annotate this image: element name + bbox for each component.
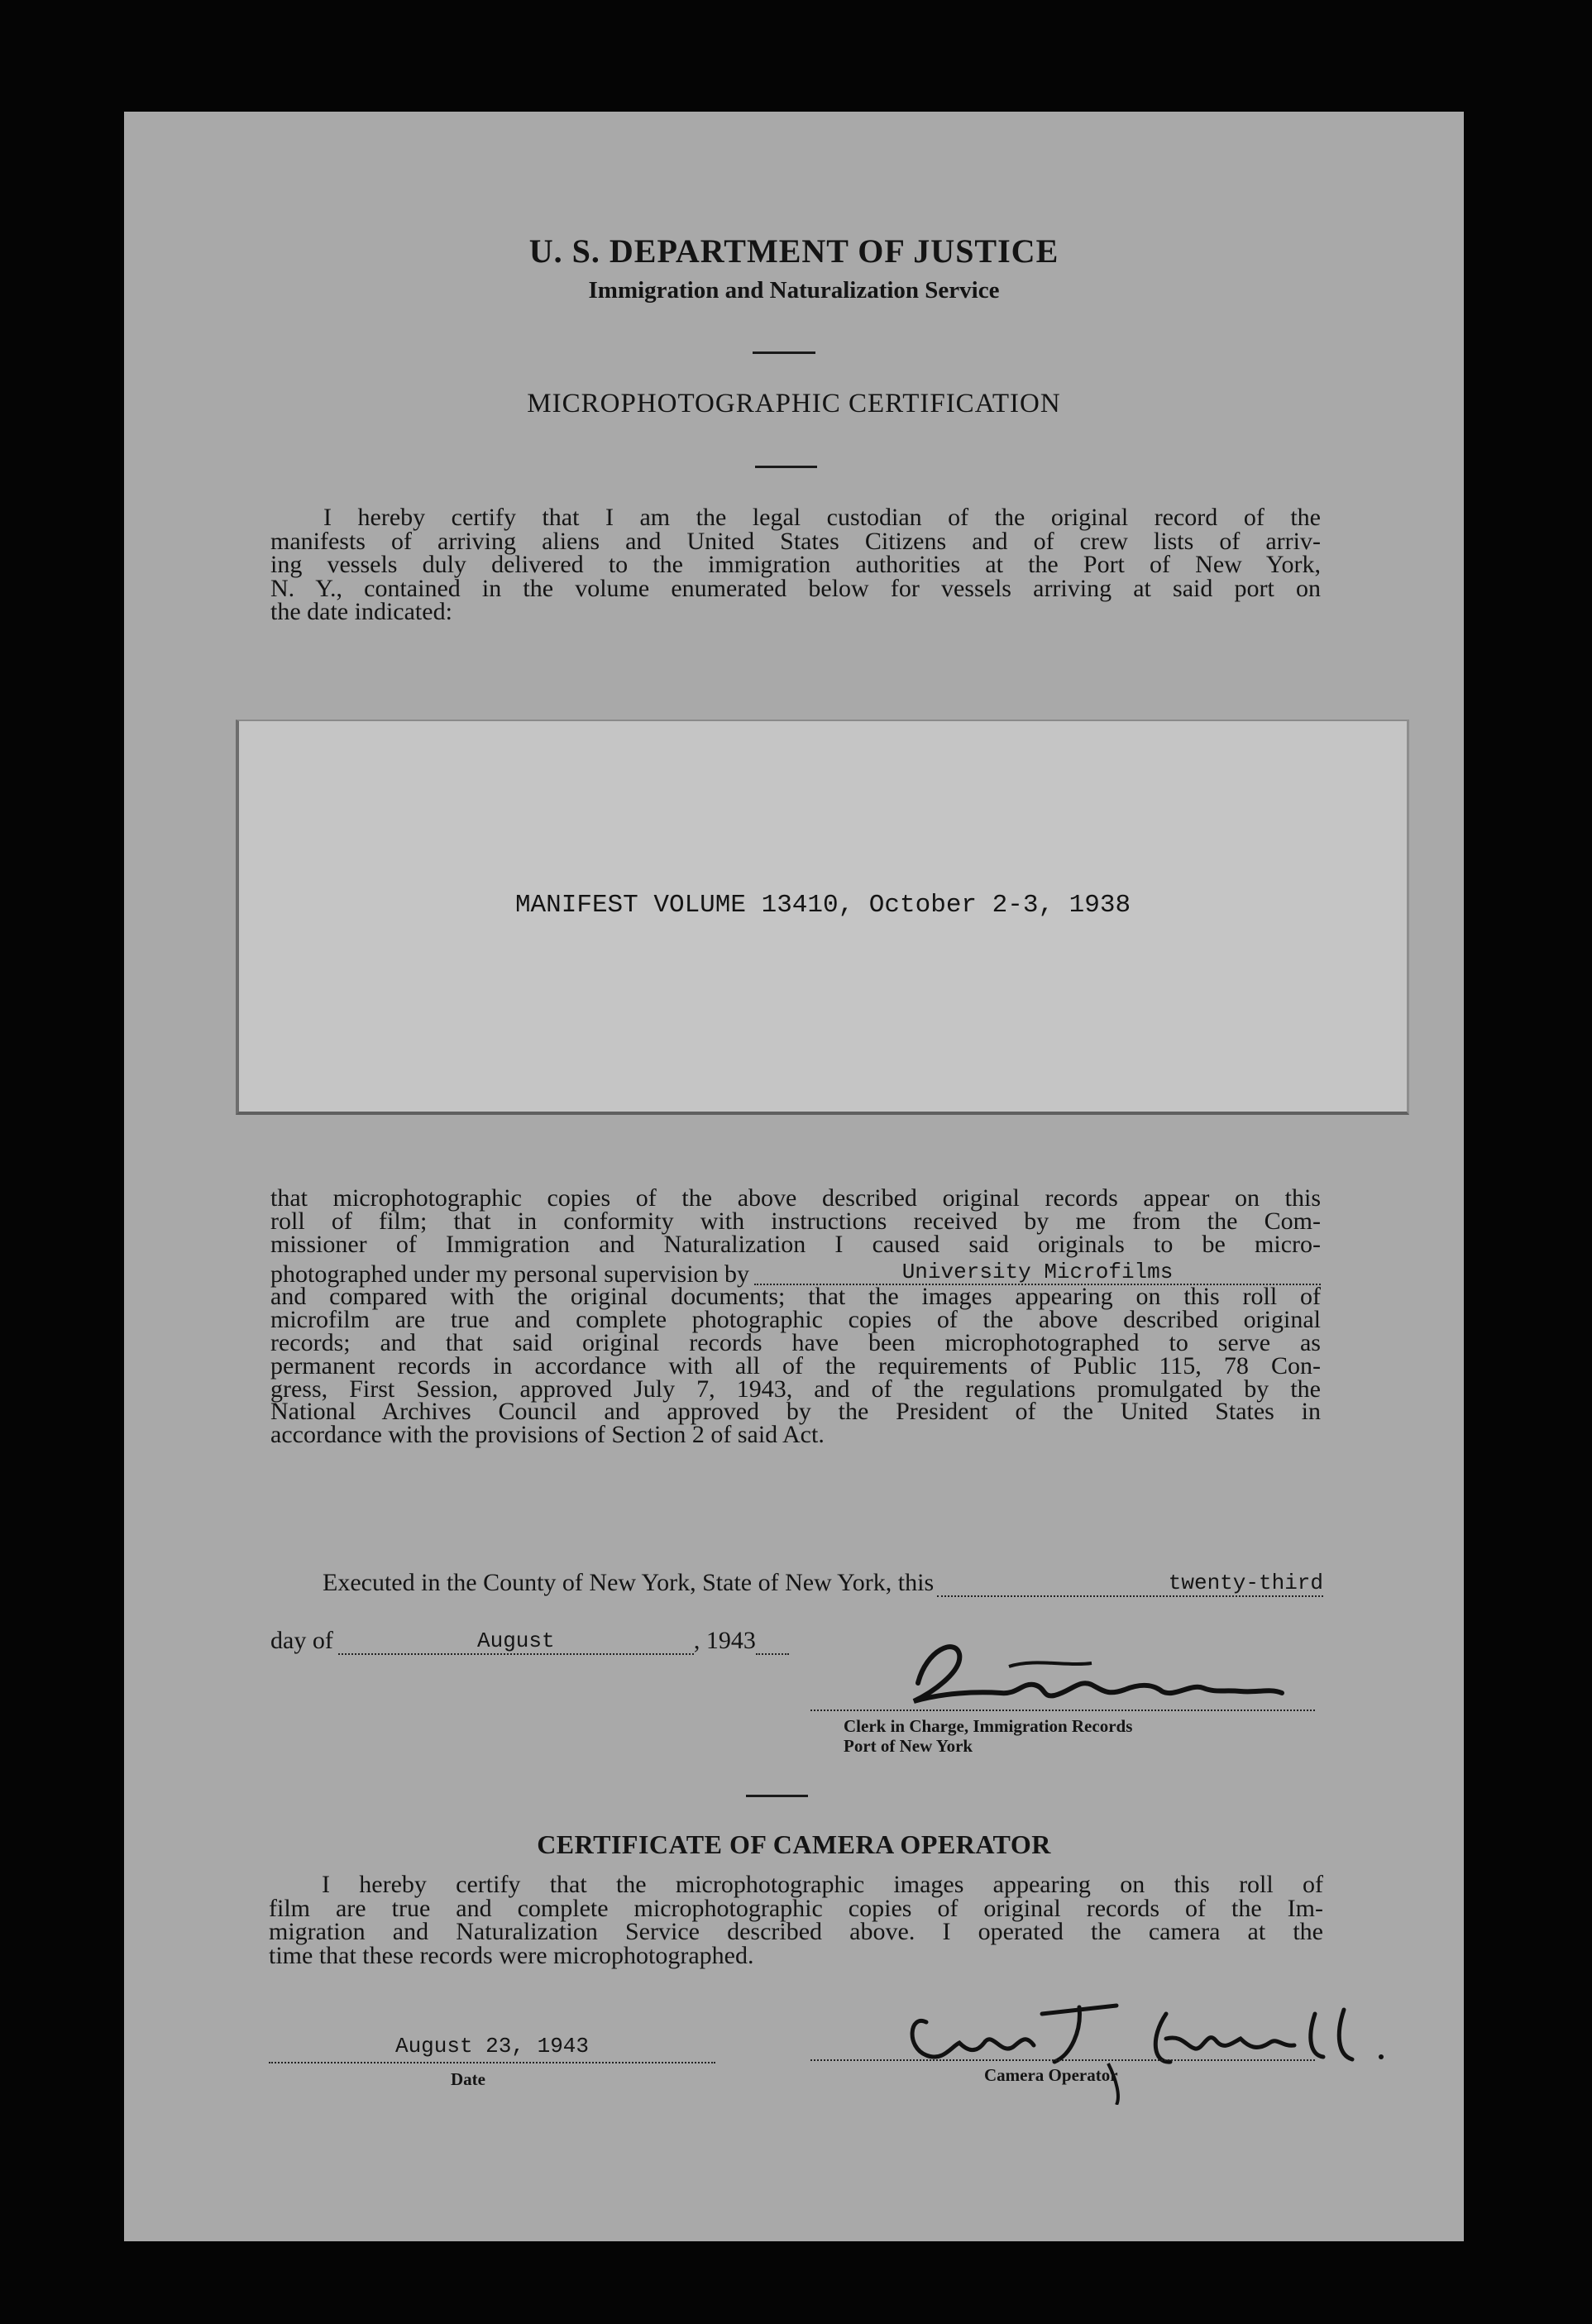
day-of-label: day of <box>270 1627 333 1654</box>
executed-day: twenty-third <box>1168 1571 1323 1595</box>
month-value: August <box>477 1628 555 1653</box>
title-divider <box>755 466 817 468</box>
camera-operator-title: CERTIFICATE OF CAMERA OPERATOR <box>537 1829 1051 1859</box>
camera-date-label: Date <box>451 2069 485 2089</box>
body-line: that microphotographic copies of the above described original records appear on this <box>270 1184 1321 1212</box>
supervision-prefix: photographed under my personal supervision by <box>270 1260 750 1288</box>
supervisor-field <box>754 1259 1321 1286</box>
department-heading: U. S. DEPARTMENT OF JUSTICE <box>528 232 1059 270</box>
executed-line <box>323 1567 1323 1597</box>
camera-operator-label: Camera Operator <box>984 2065 1118 2085</box>
camera-line: time that these records were microphotographed. <box>269 1941 754 1969</box>
body-line: gress, First Session, approved July 7, 1943, and of the regulations promulgated by the <box>270 1375 1321 1403</box>
manifest-volume-slip <box>236 720 1409 1115</box>
year-value: , 1943 <box>693 1627 756 1654</box>
heading-divider <box>753 351 815 354</box>
clerk-signature-line <box>810 1710 1315 1711</box>
date-line <box>270 1625 949 1655</box>
body-line: records; and that said original records have been microphotographed to serve as <box>270 1328 1321 1356</box>
supervision-line <box>270 1255 1321 1288</box>
intro-line: N. Y., contained in the volume enumerated below for vessels arriving at said port on <box>270 574 1321 602</box>
body-line: National Archives Council and approved by the President of the United States in <box>270 1398 1321 1426</box>
intro-line: I hereby certify that I am the legal custodian of the original record of the <box>323 504 1321 531</box>
body-line: permanent records in accordance with all of the requirements of Public 115, 78 Con- <box>270 1351 1321 1380</box>
camera-operator-signature <box>868 1964 1398 2105</box>
camera-operator-paragraph <box>269 1873 1323 1968</box>
clerk-title-block <box>844 1716 1132 1756</box>
body-line: missioner of Immigration and Naturalization I caused said originals to be micro- <box>270 1230 1321 1258</box>
camera-date-field <box>269 2030 715 2063</box>
signatory-location: Port of New York <box>844 1736 973 1756</box>
manifest-volume-text: MANIFEST VOLUME 13410, October 2-3, 1938 <box>514 891 1131 920</box>
body-line: and compared with the original documents; that the images appearing on this roll of <box>270 1283 1321 1311</box>
certification-title: MICROPHOTOGRAPHIC CERTIFICATION <box>527 389 1061 418</box>
executed-prefix: Executed in the County of New York, State of New York, this <box>323 1569 935 1596</box>
year-trailing-dots <box>756 1653 789 1655</box>
camera-line: migration and Naturalization Service described above. I operated the camera at the <box>269 1918 1323 1945</box>
service-subheading: Immigration and Naturalization Service <box>588 277 1000 304</box>
intro-paragraph <box>270 506 1321 624</box>
camera-operator-signature-line <box>810 2059 1315 2061</box>
intro-line: manifests of arriving aliens and United States Citizens and of crew lists of arriv- <box>270 527 1321 555</box>
month-field <box>338 1625 694 1655</box>
signatory-title: Clerk in Charge, Immigration Records <box>844 1716 1133 1736</box>
camera-line: film are true and complete microphotographic copies of original records of the Im- <box>269 1894 1323 1922</box>
intro-line: the date indicated: <box>270 598 452 625</box>
camera-date-value: August 23, 1943 <box>394 2034 590 2059</box>
body-paragraph <box>270 1184 1321 1449</box>
intro-line: ing vessels duly delivered to the immigration authorities at the Port of New York, <box>270 551 1321 578</box>
body-line: accordance with the provisions of Section 2 of said Act. <box>270 1421 825 1449</box>
body-line: microfilm are true and complete photographic copies of the above described original <box>270 1306 1321 1334</box>
certificate-page <box>124 112 1464 2241</box>
supervisor-name: University Microfilms <box>901 1259 1174 1284</box>
camera-line: I hereby certify that the microphotographic images appearing on this roll of <box>322 1871 1323 1898</box>
executed-day-field <box>937 1567 1323 1597</box>
section-divider <box>746 1795 808 1797</box>
body-line: roll of film; that in conformity with instructions received by me from the Com- <box>270 1207 1321 1235</box>
